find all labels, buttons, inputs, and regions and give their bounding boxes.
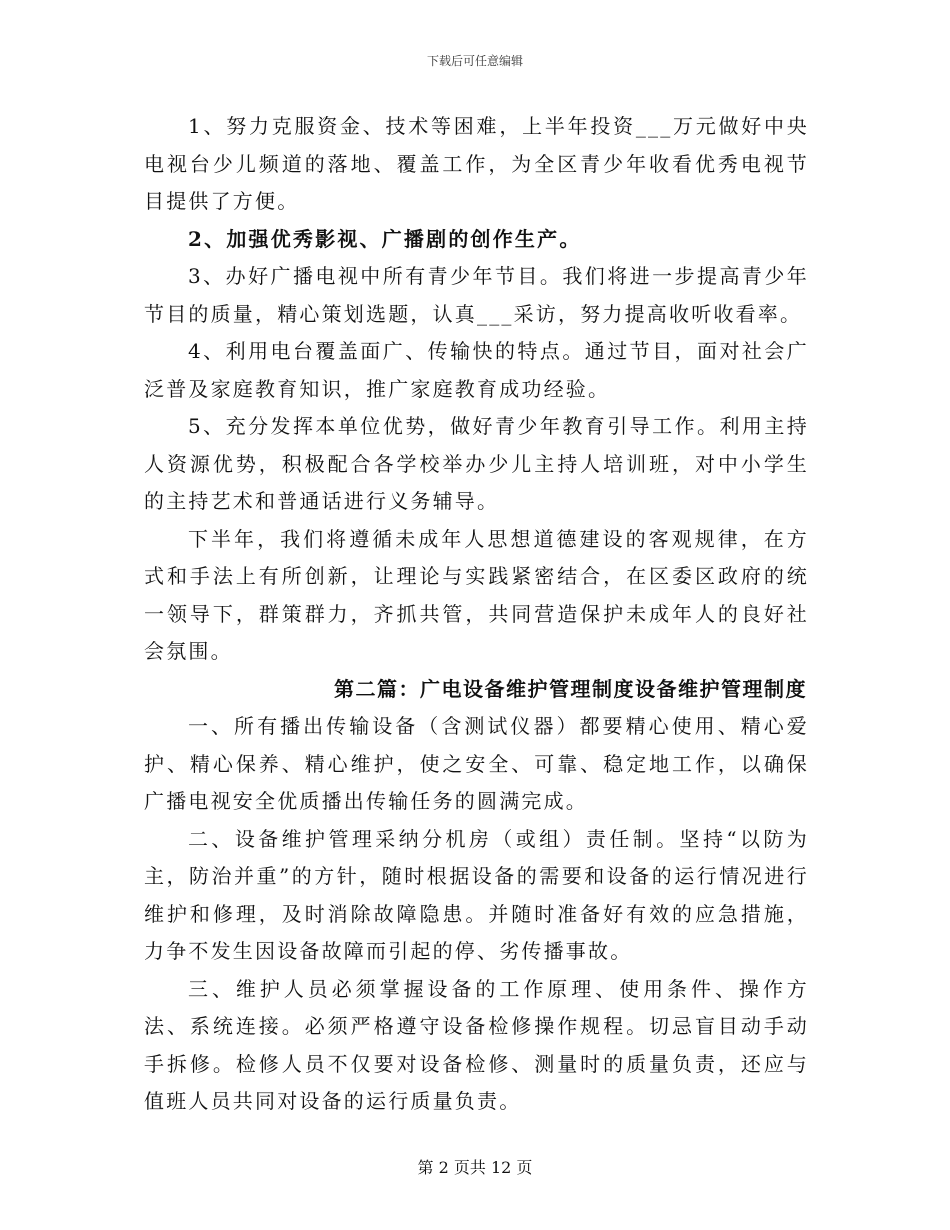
paragraph-second-half: 下半年，我们将遵循未成年人思想道德建设的客观规律，在方式和手法上有所创新，让理论与实践紧密结合，在区委区政府的统一领导下，群策群力，齐抓共管，共同营造保护未成年人的良好社会氛围。	[144, 526, 809, 663]
paragraph-item-1: 1、努力克服资金、技术等困难，上半年投资___万元做好中央电视台少儿频道的落地、覆盖工作，为全区青少年收看优秀电视节目提供了方便。	[144, 114, 809, 213]
paragraph-rule-1: 一、所有播出传输设备（含测试仪器）都要精心使用、精心爱护、精心保养、精心维护，使之安全、可靠、稳定地工作，以确保广播电视安全优质播出传输任务的圆满完成。	[144, 714, 809, 813]
paragraph-rule-3: 三、维护人员必须掌握设备的工作原理、使用条件、操作方法、系统连接。必须严格遵守设备检修操作规程。切忌盲目动手动手拆修。检修人员不仅要对设备检修、测量时的质量负责，还应与值班人员共同对设备的运行质量负责。	[144, 976, 809, 1113]
document-body	[144, 108, 809, 1121]
paragraph-rule-2: 二、设备维护管理采纳分机房（或组）责任制。坚持“以防为主，防治并重”的方针，随时根据设备的需要和设备的运行情况进行维护和修理，及时消除故障隐患。并随时准备好有效的应急措施，力争不发生因设备故障而引起的停、劣传播事故。	[144, 826, 809, 963]
page-footer: 第 2 页共 12 页	[417, 1158, 533, 1177]
paragraph-item-3: 3、办好广播电视中所有青少年节目。我们将进一步提高青少年节目的质量，精心策划选题，认真___采访，努力提高收听收看率。	[144, 264, 809, 326]
paragraph-item-5: 5、充分发挥本单位优势，做好青少年教育引导工作。利用主持人资源优势，积极配合各学校举办少儿主持人培训班，对中小学生的主持艺术和普通话进行义务辅导。	[144, 414, 809, 513]
page-header: 下载后可任意编辑	[426, 54, 523, 68]
paragraph-item-4: 4、利用电台覆盖面广、传输快的特点。通过节目，面对社会广泛普及家庭教育知识，推广家庭教育成功经验。	[144, 339, 809, 401]
paragraph-item-2: 2、加强优秀影视、广播剧的创作生产。	[188, 226, 582, 251]
section-title: 第二篇：广电设备维护管理制度设备维护管理制度	[334, 676, 807, 701]
